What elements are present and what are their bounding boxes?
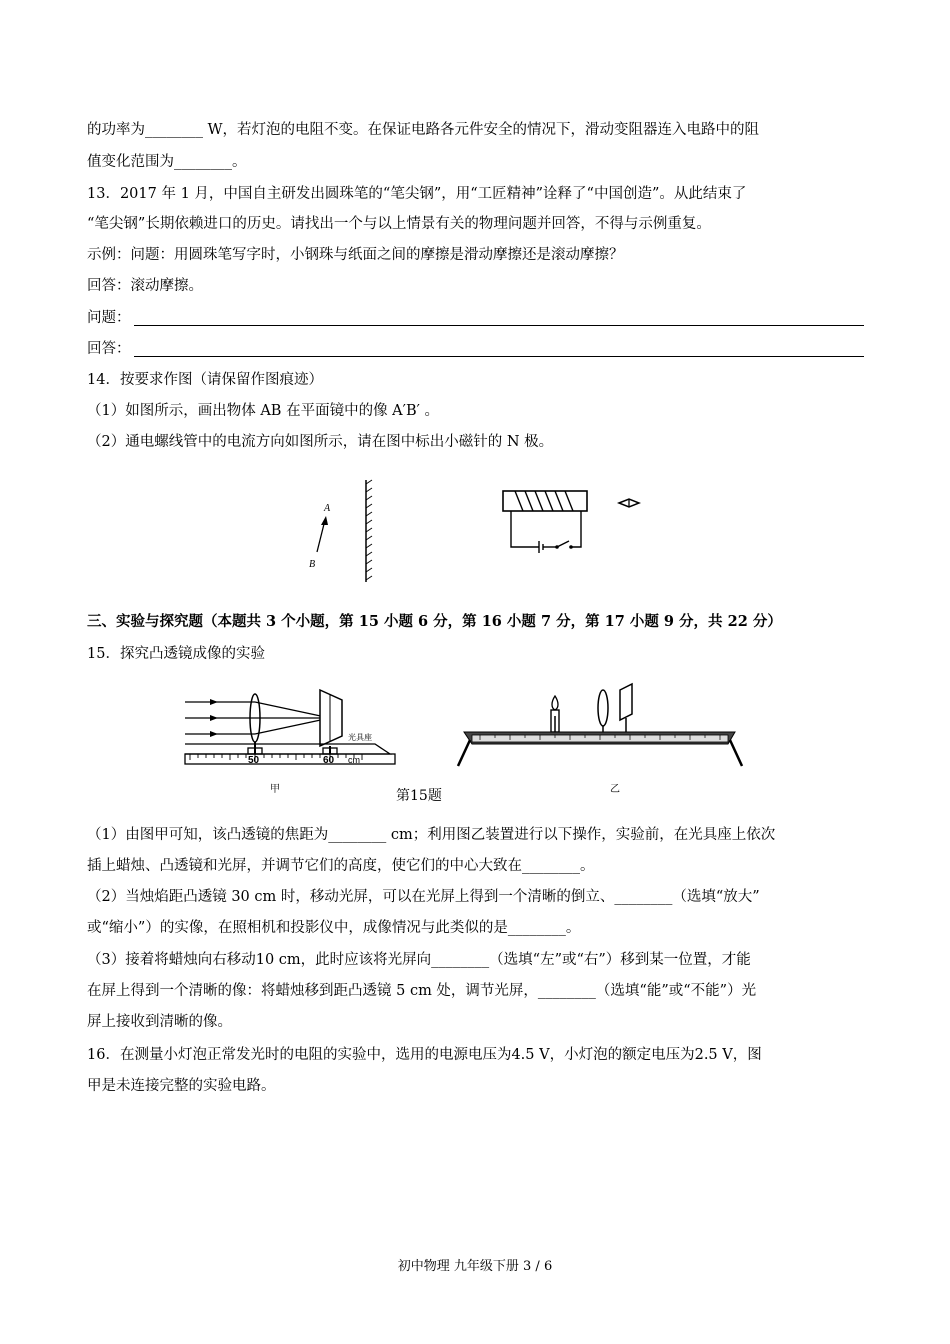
point-b-label: B (309, 559, 316, 570)
solenoid-figure (495, 485, 645, 555)
text-line: （2）通电螺线管中的电流方向如图所示，请在图中标出小磁针的 N 极。 (87, 434, 554, 450)
optical-bench-figure (450, 680, 750, 795)
subquestion-1: （1）由图甲可知，该凸透镜的焦距为________ cm；利用图乙装置进行以下操作，实验前，在光具座上依次 (87, 827, 776, 843)
unit-cm-label: cm (348, 755, 360, 765)
section-title: 三、实验与探究题（本题共 3 个小题，第 15 小题 6 分，第 16 小题 7 分，第 17 小题 9 分，共 22 分） (87, 613, 782, 630)
optical-bench-label: 光具座 (348, 733, 372, 742)
subquestion-2: （2）当烛焰距凸透镜 30 cm 时，移动光屏，可以在光屏上得到一个清晰的倒立、________（选填“放大” (87, 889, 760, 905)
text-line: 在屏上得到一个清晰的像：将蜡烛移到距凸透镜 5 cm 处，调节光屏，________（选填“能”或“不能”）光 (87, 983, 757, 999)
text-line: 屏上接收到清晰的像。 (87, 1014, 232, 1030)
question-label: 问题： (87, 310, 131, 326)
text-line: 或“缩小”）的实像，在照相机和投影仪中，成像情况与此类似的是________。 (87, 920, 581, 936)
subquestion-3: （3）接着将蜡烛向右移动10 cm，此时应该将光屏向________（选填“左”或“右”）移到某一位置，才能 (87, 952, 751, 968)
example-answer: 回答：滚动摩擦。 (87, 278, 203, 294)
text-line: 的功率为________ W，若灯泡的电阻不变。在保证电路各元件安全的情况下，滑动变阻器连入电路中的阻 (87, 122, 760, 138)
question-15: 15．探究凸透镜成像的实验 (87, 646, 265, 662)
tick-60-label: 60 (323, 755, 335, 766)
figure-caption: 第15题 (396, 788, 442, 804)
question-answer-line[interactable] (134, 325, 864, 326)
question-14: 14．按要求作图（请保留作图痕迹） (87, 372, 323, 388)
tick-50-label: 50 (248, 755, 260, 766)
text-line: （1）如图所示，画出物体 AB 在平面镜中的像 A′B′ 。 (87, 403, 439, 419)
point-a-label: A (324, 503, 331, 514)
text-line: “笔尖钢”长期依赖进口的历史。请找出一个与以上情景有关的物理问题并回答，不得与示例重复。 (87, 216, 711, 232)
answer-answer-line[interactable] (134, 356, 864, 357)
question-16: 16．在测量小灯泡正常发光时的电阻的实验中，选用的电源电压为4.5 V，小灯泡的额定电压为2.5 V，图 (87, 1047, 762, 1063)
figure-yi-label: 乙 (610, 784, 620, 795)
text-line: 值变化范围为________。 (87, 154, 247, 170)
answer-label: 回答： (87, 341, 131, 357)
page-footer: 初中物理 九年级下册 3 / 6 (397, 1259, 553, 1274)
question-13: 13．2017 年 1 月，中国自主研发出圆珠笔的“笔尖钢”，用“工匠精神”诠释了“中国创造”。从此结束了 (87, 186, 747, 202)
text-line: 甲是未连接完整的实验电路。 (87, 1078, 276, 1094)
example-question: 示例：问题：用圆珠笔写字时，小钢珠与纸面之间的摩擦是滑动摩擦还是滚动摩擦？ (87, 247, 624, 263)
mirror-figure (290, 478, 390, 586)
focal-length-figure (180, 682, 405, 807)
text-line: 插上蜡烛、凸透镜和光屏，并调节它们的高度，使它们的中心大致在________。 (87, 858, 595, 874)
figure-jia-label: 甲 (270, 784, 280, 795)
